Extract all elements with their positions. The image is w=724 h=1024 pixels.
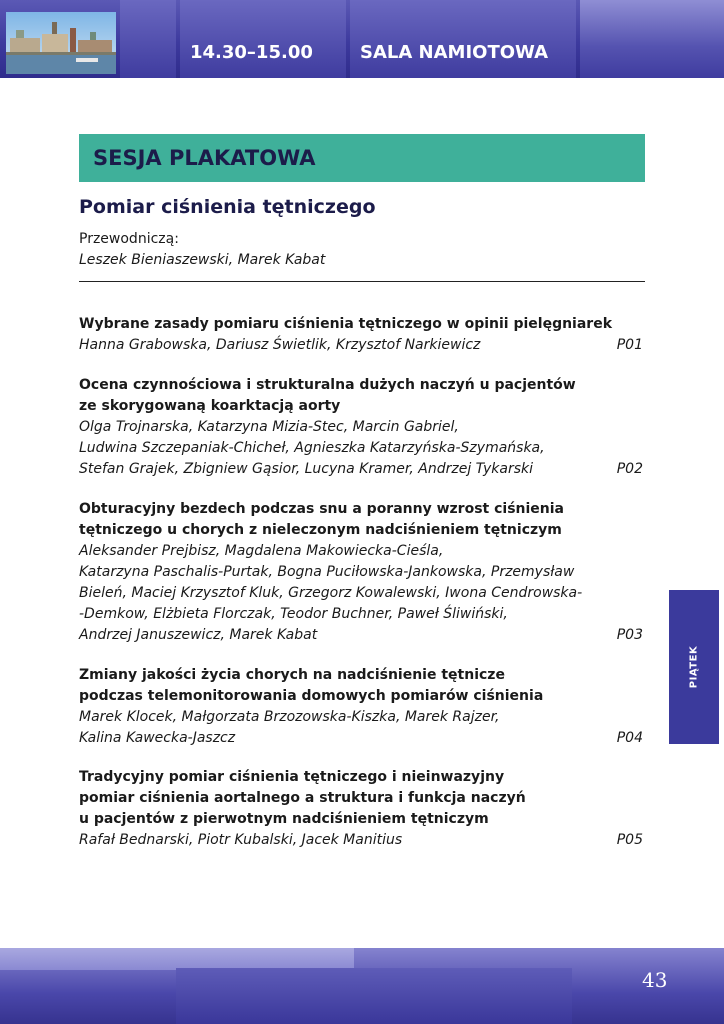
session-room: SALA NAMIOTOWA — [360, 42, 549, 63]
poster-authors: Stefan Grajek, Zbigniew Gąsior, Lucyna Kramer, Andrzej Tykarski — [79, 461, 534, 477]
poster-authors: Andrzej Januszewicz, Marek Kabat — [79, 627, 318, 643]
poster-entry — [79, 499, 645, 646]
session-time: 14.30–15.00 — [190, 42, 313, 63]
header-segment — [120, 0, 176, 78]
poster-authors: Bieleń, Maciej Krzysztof Kluk, Grzegorz Kowalewski, Iwona Cendrowska- — [79, 585, 583, 601]
poster-authors: Olga Trojnarska, Katarzyna Mizia-Stec, Marcin Gabriel, — [79, 419, 459, 435]
poster-authors: Kalina Kawecka-Jaszcz — [79, 730, 236, 746]
footer-band — [0, 948, 724, 1024]
chair-names: Leszek Bieniaszewski, Marek Kabat — [79, 252, 326, 268]
poster-entry — [79, 375, 645, 480]
poster-entry — [79, 314, 645, 356]
day-tab — [669, 590, 719, 744]
poster-code: P01 — [616, 337, 643, 353]
header-segment — [350, 0, 576, 78]
session-subtitle: Pomiar ciśnienia tętniczego — [79, 196, 376, 218]
poster-entry — [79, 665, 645, 749]
poster-title: pomiar ciśnienia aortalnego a struktura i funkcja naczyń — [79, 790, 526, 806]
poster-authors: Ludwina Szczepaniak-Chicheł, Agnieszka Katarzyńska-Szymańska, — [79, 440, 545, 456]
session-title: SESJA PLAKATOWA — [93, 146, 316, 170]
chair-label: Przewodniczą: — [79, 231, 179, 247]
session-banner — [79, 134, 645, 182]
poster-authors: -Demkow, Elżbieta Florczak, Teodor Buchner, Paweł Śliwiński, — [79, 606, 508, 622]
day-label: PIĄTEK — [688, 645, 700, 689]
poster-title: Tradycyjny pomiar ciśnienia tętniczego i nieinwazyjny — [79, 769, 505, 785]
poster-entry — [79, 767, 645, 851]
poster-title: Zmiany jakości życia chorych na nadciśnienie tętnicze — [79, 667, 505, 683]
poster-code: P04 — [616, 730, 643, 746]
header-band — [0, 0, 724, 78]
poster-title: ze skorygowaną koarktacją aorty — [79, 398, 341, 414]
poster-authors: Katarzyna Paschalis-Purtak, Bogna Puciłowska-Jankowska, Przemysław — [79, 564, 575, 580]
poster-authors: Hanna Grabowska, Dariusz Świetlik, Krzysztof Narkiewicz — [79, 337, 481, 353]
poster-authors: Rafał Bednarski, Piotr Kubalski, Jacek Manitius — [79, 832, 403, 848]
poster-title: Wybrane zasady pomiaru ciśnienia tętniczego w opinii pielęgniarek — [79, 316, 613, 332]
city-photo — [6, 12, 116, 74]
poster-title: podczas telemonitorowania domowych pomiarów ciśnienia — [79, 688, 544, 704]
poster-title: Obturacyjny bezdech podczas snu a poranny wzrost ciśnienia — [79, 501, 565, 517]
poster-code: P02 — [616, 461, 643, 477]
poster-title: tętniczego u chorych z nieleczonym nadciśnieniem tętniczym — [79, 522, 562, 538]
header-segment — [580, 0, 724, 78]
poster-authors: Marek Klocek, Małgorzata Brzozowska-Kiszka, Marek Rajzer, — [79, 709, 500, 725]
divider — [79, 281, 645, 282]
poster-title: Ocena czynnościowa i strukturalna dużych naczyń u pacjentów — [79, 377, 576, 393]
footer-segment — [0, 948, 354, 970]
poster-code: P03 — [616, 627, 643, 643]
page-number: 43 — [642, 968, 668, 992]
poster-title: u pacjentów z pierwotnym nadciśnieniem tętniczym — [79, 811, 489, 827]
footer-segment — [176, 968, 572, 1024]
poster-code: P05 — [616, 832, 643, 848]
poster-authors: Aleksander Prejbisz, Magdalena Makowiecka-Cieśla, — [79, 543, 444, 559]
header-segment — [180, 0, 346, 78]
